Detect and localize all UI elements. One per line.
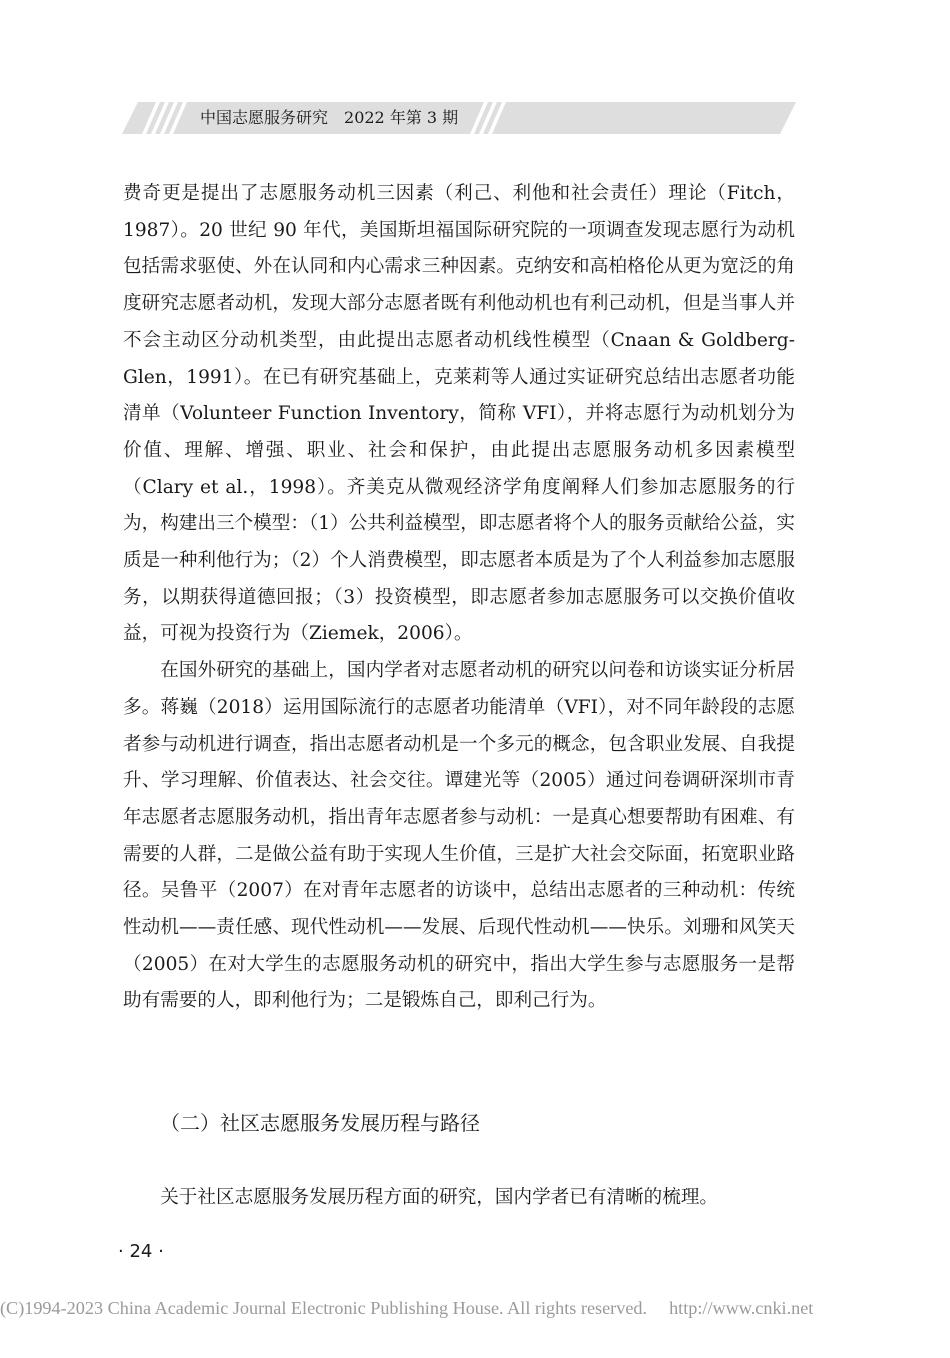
copyright-text: (C)1994-2023 China Academic Journal Electronic Publishing House. All rights reserved.: [0, 1298, 648, 1318]
journal-title: 中国志愿服务研究: [200, 108, 329, 127]
paragraph-3: [123, 1180, 795, 1217]
running-header: [200, 107, 458, 129]
body-text: [123, 176, 795, 1020]
footer-url: http://www.cnki.net: [669, 1298, 814, 1318]
copyright-footer: [0, 1295, 950, 1321]
page-number: · 24 ·: [118, 1241, 164, 1262]
paragraph-3-text: 关于社区志愿服务发展历程方面的研究，国内学者已有清晰的梳理。: [160, 1187, 719, 1208]
issue-label: 2022 年第 3 期: [344, 108, 459, 127]
header-banner: [122, 102, 796, 134]
paragraph-2: 在国外研究的基础上，国内学者对志愿者动机的研究以问卷和访谈实证分析居多。蒋巍（2018）运用国际流行的志愿者功能清单（VFI），对不同年龄段的志愿者参与动机进行调查，指出志愿者动机是一个多元的概念，包含职业发展、自我提升、学习理解、价值表达、社会交往。谭建光等（2005）通过问卷调研深圳市青年志愿者志愿服务动机，指出青年志愿者参与动机：一是真心想要帮助有困难、有需要的人群，二是做公益有助于实现人生价值，三是扩大社会交际面，拓宽职业路径。吴鲁平（2007）在对青年志愿者的访谈中，总结出志愿者的三种动机：传统性动机——责任感、现代性动机——发展、后现代性动机——快乐。刘珊和风笑天（2005）在对大学生的志愿服务动机的研究中，指出大学生参与志愿服务一是帮助有需要的人，即利他行为；二是锻炼自己，即利己行为。: [123, 660, 795, 1012]
section-heading: （二）社区志愿服务发展历程与路径: [160, 1111, 480, 1135]
paragraph-1: 费奇更是提出了志愿服务动机三因素（利己、利他和社会责任）理论（Fitch，1987）。20 世纪 90 年代，美国斯坦福国际研究院的一项调查发现志愿行为动机包括需求驱使、外在认同和内心需求三种因素。克纳安和高柏格伦从更为宽泛的角度研究志愿者动机，发现大部分志愿者既有利他动机也有利己动机，但是当事人并不会主动区分动机类型，由此提出志愿者动机线性模型（Cnaan & Goldberg-Glen，1991）。在已有研究基础上，克莱莉等人通过实证研究总结出志愿者功能清单（Volunteer Function Inventory，简称 VFI），并将志愿行为动机划分为价值、理解、增强、职业、社会和保护，由此提出志愿服务动机多因素模型（Clary et al.，1998）。齐美克从微观经济学角度阐释人们参加志愿服务的行为，构建出三个模型：（1）公共利益模型，即志愿者将个人的服务贡献给公益，实质是一种利他行为；（2）个人消费模型，即志愿者本质是为了个人利益参加志愿服务，以期获得道德回报；（3）投资模型，即志愿者参加志愿服务可以交换价值收益，可视为投资行为（Ziemek，2006）。: [123, 183, 795, 645]
